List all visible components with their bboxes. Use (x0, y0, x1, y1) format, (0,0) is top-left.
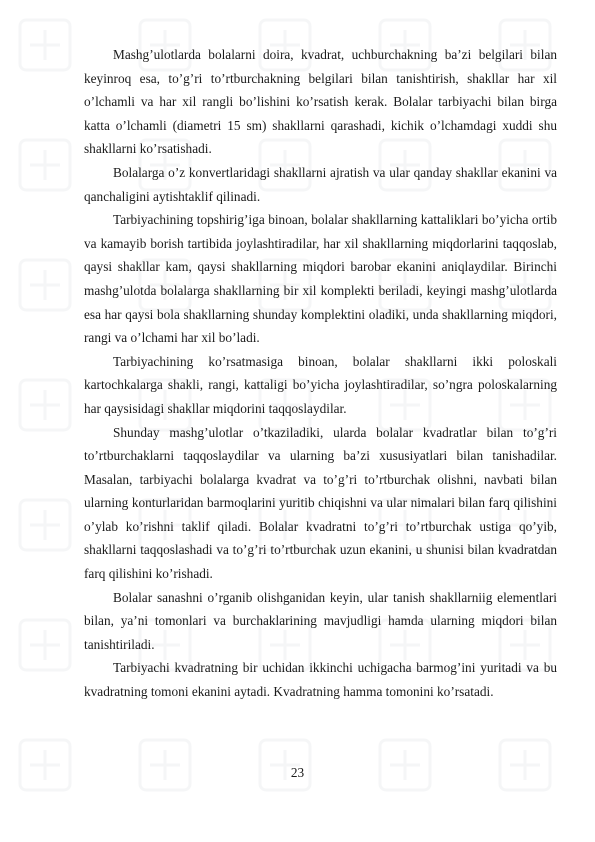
paragraph: Bolalar sanashni o’rganib olishganidan keyin, ular tanish shakllarniig elementlari bilan, ya’ni tomonlari va burchaklarining mavjudligi hamda ularning miqdori bilan tanishtiriladi. (84, 589, 557, 652)
paragraph: Tarbiyachi kvadratning bir uchidan ikkinchi uchigacha barmog’ini yuritadi va bu kvadratning tomoni ekanini aytadi. Kvadratning hamma tomonini ko’rsatadi. (84, 660, 557, 700)
paragraph: Shunday mashg’ulotlar o’tkaziladiki, ularda bolalar kvadratlar bilan to’g’ri to’rtburchaklarni taqqoslaydilar va ularning ba’zi xususiyatlari bilan tanishadilar. Masalan, tarbiyachi bolalarga kvadrat va to’g’ri to’rtburchak olishni, navbati bilan ularning konturlaridan barmoqlarini yuritib chiqishni va ular nimalari bilan farq qilishini o’ylab ko’rishni taklif qiladi. Bolalar kvadratni to’g’ri to’rtburchak ustiga qo’yib, shakllarni taqqoslashadi va to’g’ri to’rtburchak uzun ekanini, u shunisi bilan kvadratdan farq qilishini ko’rishadi. (84, 424, 557, 582)
paragraph: Tarbiyachining ko’rsatmasiga binoan, bolalar shakllarni ikki poloskali kartochkalarga shakli, rangi, kattaligi bo’yicha joylashtiradilar, so’ngra poloskalarning har qaysisidagi shakllar miqdorini taqqoslaydilar. (84, 353, 557, 416)
document-body (84, 43, 557, 704)
paragraph: Bolalarga o’z konvertlaridagi shakllarni ajratish va ular qanday shakllar ekanini va qanchaligini aytishtaklif qilinadi. (84, 164, 557, 204)
page-number: 23 (290, 765, 305, 780)
paragraph: Tarbiyachining topshirig’iga binoan, bolalar shakllarning kattaliklari bo’yicha ortib va kamayib borish tartibida joylashtiradilar, har xil shakllarning miqdorlarini taqqoslab, qaysi shakllar kam, qaysi shakllarning miqdori barobar ekanini aniqlaydilar. Birinchi mashg’ulotda bolalarga shakllarning bir xil komplekti beriladi, keyingi mashg’ulotlarda esa har qaysi bola shakllarning shunday komplektini oladiki, unda shakllarning miqdori, rangi va o’lchami har xil bo’ladi. (84, 212, 557, 346)
paragraph: Mashg’ulotlarda bolalarni doira, kvadrat, uchburchakning ba’zi belgilari bilan keyinroq esa, to’g’ri to’rtburchakning belgilari bilan tanishtirish, shakllar har xil o’lchamli va har xil rangli bo’lishini ko’rsatish kerak. Bolalar tarbiyachi bilan birga katta o’lchamli (diametri 15 sm) shakllarni qarashadi, kichik o’lchamdagi xuddi shu shakllarni ko’rsatishadi. (84, 47, 557, 157)
